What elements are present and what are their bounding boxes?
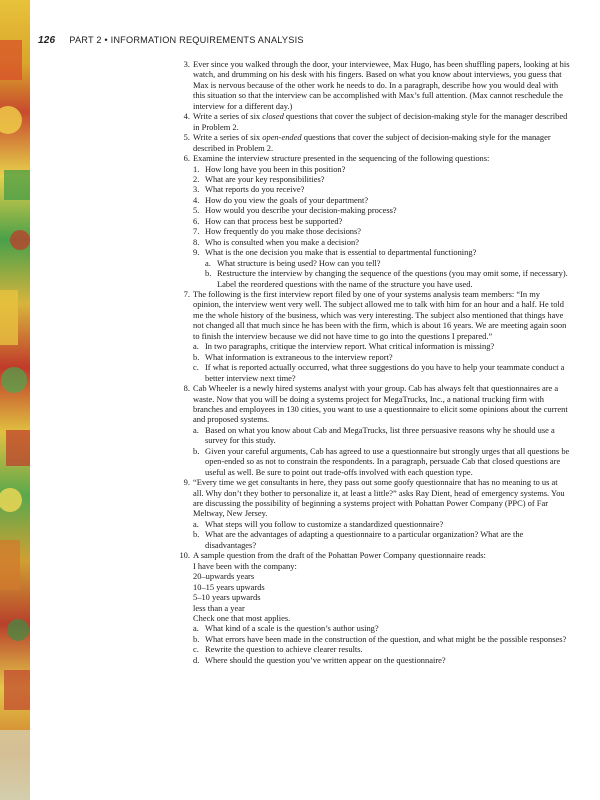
part-title: PART 2 • INFORMATION REQUIREMENTS ANALYSIS <box>69 35 304 45</box>
question-6-text: Examine the interview structure presented in the sequencing of the following questions: <box>193 153 490 164</box>
sub-question: a. Based on what you know about Cab and MegaTrucks, list three persuasive reasons why he should use a survey for this study. <box>193 424 555 446</box>
sample-line: less than a year <box>193 602 245 613</box>
question-5: 5. Write a series of six open-ended questions that cover the subject of decision-making style for the manager described in Problem 2. <box>176 132 570 153</box>
list-item: 7. How frequently do you make those decisions? <box>193 226 362 237</box>
question-7: 7. The following is the first interview report filed by one of your systems analysis team members: “In my opinion, the interview went very well. The subject allowed me to talk with him for an hour and a half. He told me the whole history of the business, which was very interesting. The subject also mentioned that things have not changed all that much since he has been with the firm, which is about 16 years. We are meeting again soon to finish the interview because we did not have time to go into the questions I prepared.” a. In two paragraphs, critique the interview report. What critical information is missing? b. What information is extraneous to the interview report? c. If what is reported actually occurred, what three suggestions do you have to help your teammate conduct a better interview next time? <box>176 289 570 383</box>
sub-question: a. In two paragraphs, critique the interview report. What critical information is missing? <box>193 341 495 352</box>
sub-question: c. If what is reported actually occurred, what three suggestions do you have to help your teammate conduct a better interview next time? <box>193 362 565 383</box>
question-3: 3. Ever since you walked through the door, your interviewee, Max Hugo, has been shuffling papers, looking at his watch, and drumming on his desk with his fingers. Based on what you know about interviews, you guess that Max is nervous because of the other work he needs to do. In a paragraph, describe how you would deal with this situation so that the interview can be accomplished with Max’s full attention. (Max cannot reschedule the interview for a different day.) <box>183 59 570 111</box>
question-9-text: “Every time we get consultants in here, they pass out some goofy questionnaire that has no meaning to us at all. Why don’t they bother to personalize it, at least a little?” asks Ray Dient, head of emergency systems. You are discussing the possibility of beginning a systems project with Pohattan Power Company (PPC) of Far Meltway, New Jersey. <box>193 477 565 519</box>
list-item: 6. How can that process best be supported? <box>193 215 343 226</box>
question-4-text: Write a series of six closed questions that cover the subject of decision-making style for the manager described in Problem 2. <box>193 111 568 132</box>
sub-question: a. What structure is being used? How can you tell? <box>205 257 381 268</box>
sub-question: b. What errors have been made in the construction of the question, and what might be the possible responses? <box>193 633 567 644</box>
sample-line: 10–15 years upwards <box>193 581 265 592</box>
sub-question: b. Given your careful arguments, Cab has agreed to use a questionnaire but strongly urges that all questions be open-ended so as not to constrain the respondents. In a paragraph, persuade Cab that closed questions are useful as well. Be sure to point out trade-offs involved with each question type. <box>193 445 570 477</box>
sub-question: c. Rewrite the question to achieve clearer results. <box>193 644 363 655</box>
question-6: 6. Examine the interview structure presented in the sequencing of the following questions: 1. How long have you been in this position? 2. What are your key responsibilities? 3. What reports do you receive? 4. How do you view the goals of your department? 5. How would you describe your decision-making process? 6. How can that process best be supported? 7. How frequently do you make those decisions? 8. Who is consulted when you make a decision? 9. What is the one decision you make that is essential to departmental functioning? a. What structure is being used? How can you tell? b. Restructure the interview by changing the sequence of the questions (you may omit some, if necessary). Label the reordered questions with the name of the structure you have used. <box>176 153 570 289</box>
margin-art-shapes <box>0 0 30 800</box>
decorative-margin-art <box>0 0 30 800</box>
list-item: 3. What reports do you receive? <box>193 184 305 195</box>
question-9: 9. “Every time we get consultants in here, they pass out some goofy questionnaire that has no meaning to us at all. Why don’t they bother to personalize it, at least a little?” asks Ray Dient, head of emergency systems. You are discussing the possibility of beginning a systems project with Pohattan Power Company (PPC) of Far Meltway, New Jersey. a. What steps will you follow to customize a standardized questionnaire? b. What are the advantages of adapting a questionnaire to a particular organization? What are the disadvantages? <box>176 477 570 550</box>
question-10: 10. A sample question from the draft of the Pohattan Power Company questionnaire reads: I have been with the company: 20–upwards years 10–15 years upwards 5–10 years upwards less than a year Check one that most applies. a. What kind of a scale is the question’s author using? b. What errors have been made in the construction of the question, and what might be the possible responses? c. Rewrite the question to achieve clearer results. d. Where should the question you’ve written appear on the questionnaire? <box>176 550 570 665</box>
sample-line: 5–10 years upwards <box>193 592 261 603</box>
question-5-text: Write a series of six open-ended questions that cover the subject of decision-making style for the manager described in Problem 2. <box>193 132 551 153</box>
list-item: 1. How long have you been in this position? <box>193 163 346 174</box>
sample-line: 20–upwards years <box>193 571 255 582</box>
exercise-list <box>176 59 570 665</box>
question-10-text: A sample question from the draft of the Pohattan Power Company questionnaire reads: <box>193 550 486 561</box>
sub-question: d. Where should the question you’ve written appear on the questionnaire? <box>193 654 446 665</box>
sub-question: b. What are the advantages of adapting a questionnaire to a particular organization? What are the disadvantages? <box>193 529 524 550</box>
list-item: 4. How do you view the goals of your department? <box>193 194 369 205</box>
page-header <box>38 35 578 46</box>
list-item: 9. What is the one decision you make that is essential to departmental functioning? <box>193 247 477 258</box>
sample-line: Check one that most applies. <box>193 613 291 624</box>
question-3-text: Ever since you walked through the door, your interviewee, Max Hugo, has been shuffling papers, looking at his watch, and drumming on his desk with his fingers. Based on what you know about interviews, you guess that Max is nervous because of the other work he needs to do. In a paragraph, describe how you would deal with this situation so that the interview can be accomplished with Max’s full attention. (Max cannot reschedule the interview for a different day.) <box>193 59 570 111</box>
page-number: 126 <box>38 35 56 46</box>
sub-question: a. What steps will you follow to customize a standardized questionnaire? <box>193 518 444 529</box>
question-8-text: Cab Wheeler is a newly hired systems analyst with your group. Cab has always felt that questionnaires are a waste. Now that you will be doing a systems project for MegaTrucks, Inc., a national trucking firm with branches and employees in 130 cities, you want to use a questionnaire to elicit some opinions about the current and proposed systems. <box>193 383 568 425</box>
question-7-text: The following is the first interview report filed by one of your systems analysis team members: “In my opinion, the interview went very well. The subject allowed me to talk with him for an hour and a half. He told me the whole history of the business, which was very interesting. The subject also mentioned that things have not changed all that much since he has been with the firm, which is about 16 years. We are meeting again soon to finish the interview because we did not have time to go into the questions I prepared.” <box>193 288 567 341</box>
sub-question: a. What kind of a scale is the question’s author using? <box>193 623 379 634</box>
question-4: 4. Write a series of six closed questions that cover the subject of decision-making style for the manager described in Problem 2. <box>176 111 570 132</box>
list-item: 5. How would you describe your decision-making process? <box>193 205 397 216</box>
sub-question: b. Restructure the interview by changing the sequence of the questions (you may omit some, if necessary). Label the reordered questions with the name of the structure you have used. <box>205 268 568 289</box>
question-8: 8. Cab Wheeler is a newly hired systems analyst with your group. Cab has always felt that questionnaires are a waste. Now that you will be doing a systems project for MegaTrucks, Inc., a national trucking firm with branches and employees in 130 cities, you want to use a questionnaire to elicit some opinions about the current and proposed systems. a. Based on what you know about Cab and MegaTrucks, list three persuasive reasons why he should use a survey for this study. b. Given your careful arguments, Cab has agreed to use a questionnaire but strongly urges that all questions be open-ended so as not to constrain the respondents. In a paragraph, persuade Cab that closed questions are useful as well. Be sure to point out trade-offs involved with each question type. <box>183 383 570 477</box>
sub-question: b. What information is extraneous to the interview report? <box>193 351 393 362</box>
sample-line: I have been with the company: <box>193 560 297 571</box>
list-item: 8. Who is consulted when you make a decision? <box>193 236 359 247</box>
list-item: 2. What are your key responsibilities? <box>193 173 325 184</box>
